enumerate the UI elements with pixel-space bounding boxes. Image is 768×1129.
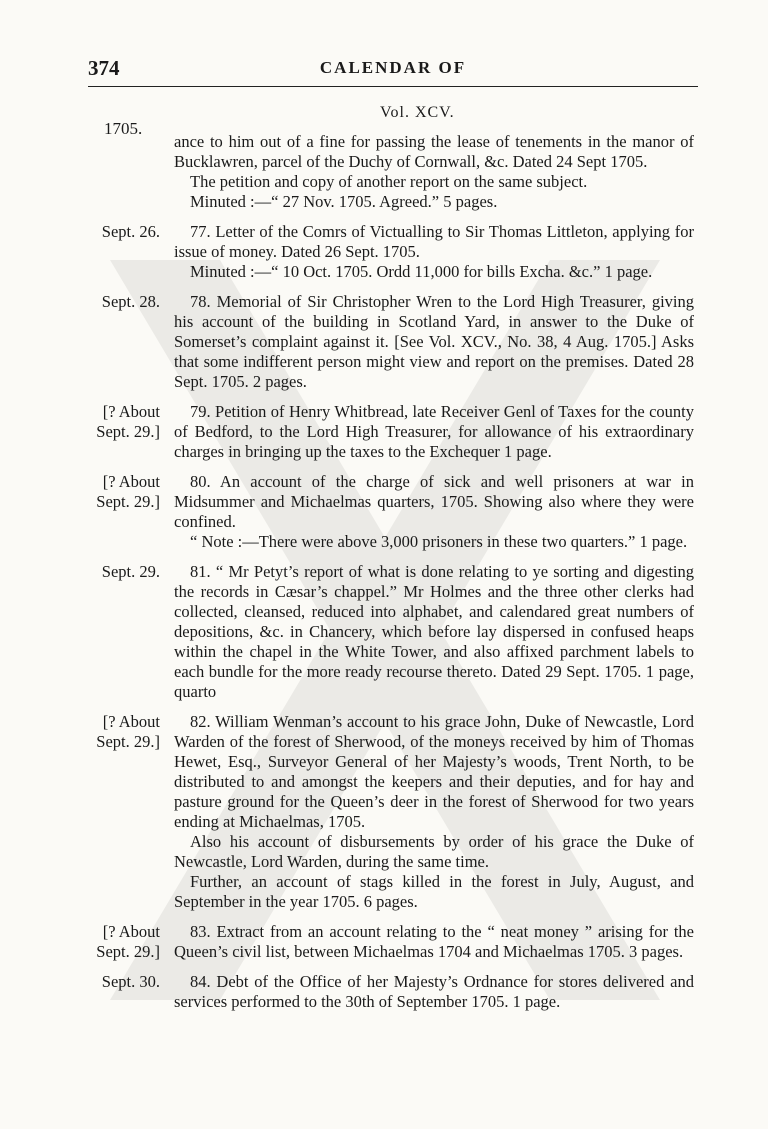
entry-continuation (0, 132, 768, 212)
entry-text (174, 972, 694, 1012)
entry-84 (0, 972, 768, 1012)
entry-paragraph: 84. Debt of the Office of her Majesty’s Ordnance for stores delivered and services performed to the 30th of September 1705. 1 page. (174, 972, 694, 1011)
entry-text (174, 922, 694, 962)
page-number: 374 (88, 56, 120, 80)
entry-date: [? About Sept. 29.] (96, 402, 160, 441)
entry-77 (0, 222, 768, 282)
entry-83 (0, 922, 768, 962)
entry-date: Sept. 28. (101, 292, 160, 311)
entry-date: [? About Sept. 29.] (96, 922, 160, 961)
entry-81 (0, 562, 768, 702)
entry-79 (0, 402, 768, 462)
entry-text (174, 132, 694, 212)
volume-heading: Vol. XCV. (380, 104, 455, 121)
entry-82 (0, 712, 768, 912)
entry-paragraph: Also his account of disbursements by order of his grace the Duke of Newcastle, Lord Warden, during the same time. (174, 832, 694, 871)
entry-paragraph: 83. Extract from an account relating to the “ neat money ” arising for the Queen’s civil list, between Michaelmas 1704 and Michaelmas 1705. 3 pages. (174, 922, 694, 961)
entry-paragraph: “ Note :—There were above 3,000 prisoners in these two quarters.” 1 page. (190, 532, 688, 551)
entry-date: [? About Sept. 29.] (96, 472, 160, 511)
entry-text (174, 292, 694, 392)
entry-text (174, 472, 694, 552)
entry-paragraph: The petition and copy of another report on the same subject. (190, 172, 588, 191)
running-title: CALENDAR OF (319, 58, 467, 77)
entry-paragraph: Further, an account of stags killed in the forest in July, August, and September in the year 1705. 6 pages. (174, 872, 694, 911)
entry-80 (0, 472, 768, 552)
entry-date: Sept. 26. (101, 222, 160, 241)
entry-paragraph: 77. Letter of the Comrs of Victualling to Sir Thomas Littleton, applying for issue of money. Dated 26 Sept. 1705. (174, 222, 694, 261)
entry-date: Sept. 30. (101, 972, 160, 991)
entry-paragraph: Minuted :—“ 10 Oct. 1705. Ordd 11,000 for bills Excha. &c.” 1 page. (190, 262, 653, 281)
entry-text (174, 562, 694, 702)
entry-paragraph: 78. Memorial of Sir Christopher Wren to the Lord High Treasurer, giving his account of the building in Scotland Yard, in answer to the Duke of Somerset’s complaint against it. [See Vol. XCV., No. 38, 4 Aug. 1705.] Asks that some indifferent person might view and report on the premises. Dated 28 Sept. 1705. 2 pages. (174, 292, 694, 391)
entry-text (174, 712, 694, 912)
entry-paragraph: ance to him out of a fine for passing the lease of tenements in the manor of Bucklawren, parcel of the Duchy of Cornwall, &c. Dated 24 Sept 1705. (174, 132, 694, 171)
calendar-entries (0, 132, 768, 1022)
entry-paragraph: 80. An account of the charge of sick and well prisoners at war in Midsummer and Michaelmas quarters, 1705. Showing also where they were confined. (174, 472, 694, 531)
entry-paragraph: 82. William Wenman’s account to his grace John, Duke of Newcastle, Lord Warden of the forest of Sherwood, of the moneys received by him of Thomas Hewet, Esq., Surveyor General of her Majesty’s woods, Trent North, to be distributed to and amongst the keepers and their deputies, and for hay and pasture ground for the Queen’s deer in the forest of Sherwood for two years ending at Michaelmas, 1705. (174, 712, 694, 831)
entry-paragraph: Minuted :—“ 27 Nov. 1705. Agreed.” 5 pages. (190, 192, 498, 211)
entry-date: [? About Sept. 29.] (96, 712, 160, 751)
entry-paragraph: 79. Petition of Henry Whitbread, late Receiver Genl of Taxes for the county of Bedford, to the Lord High Treasurer, for allowance of his extraordinary charges in bringing up the taxes to the Exchequer 1 page. (174, 402, 694, 461)
entry-date: Sept. 29. (101, 562, 160, 581)
entry-text (174, 222, 694, 282)
entry-text (174, 402, 694, 462)
page-header (88, 56, 698, 87)
entry-78 (0, 292, 768, 392)
year-margin-label: 1705. (104, 119, 143, 138)
entry-paragraph: 81. “ Mr Petyt’s report of what is done relating to ye sorting and digesting the records in Cæsar’s chappel.” Mr Holmes and the three other clerks had collected, cleansed, reduced into alphabet, and calendared great numbers of depositions, &c. in Chancery, which before lay dispersed in confused heaps within the chapel in the White Tower, and also affixed parchment labels to each bundle for the more ready recourse thereto. Dated 29 Sept. 1705. 1 page, quarto (174, 562, 694, 701)
